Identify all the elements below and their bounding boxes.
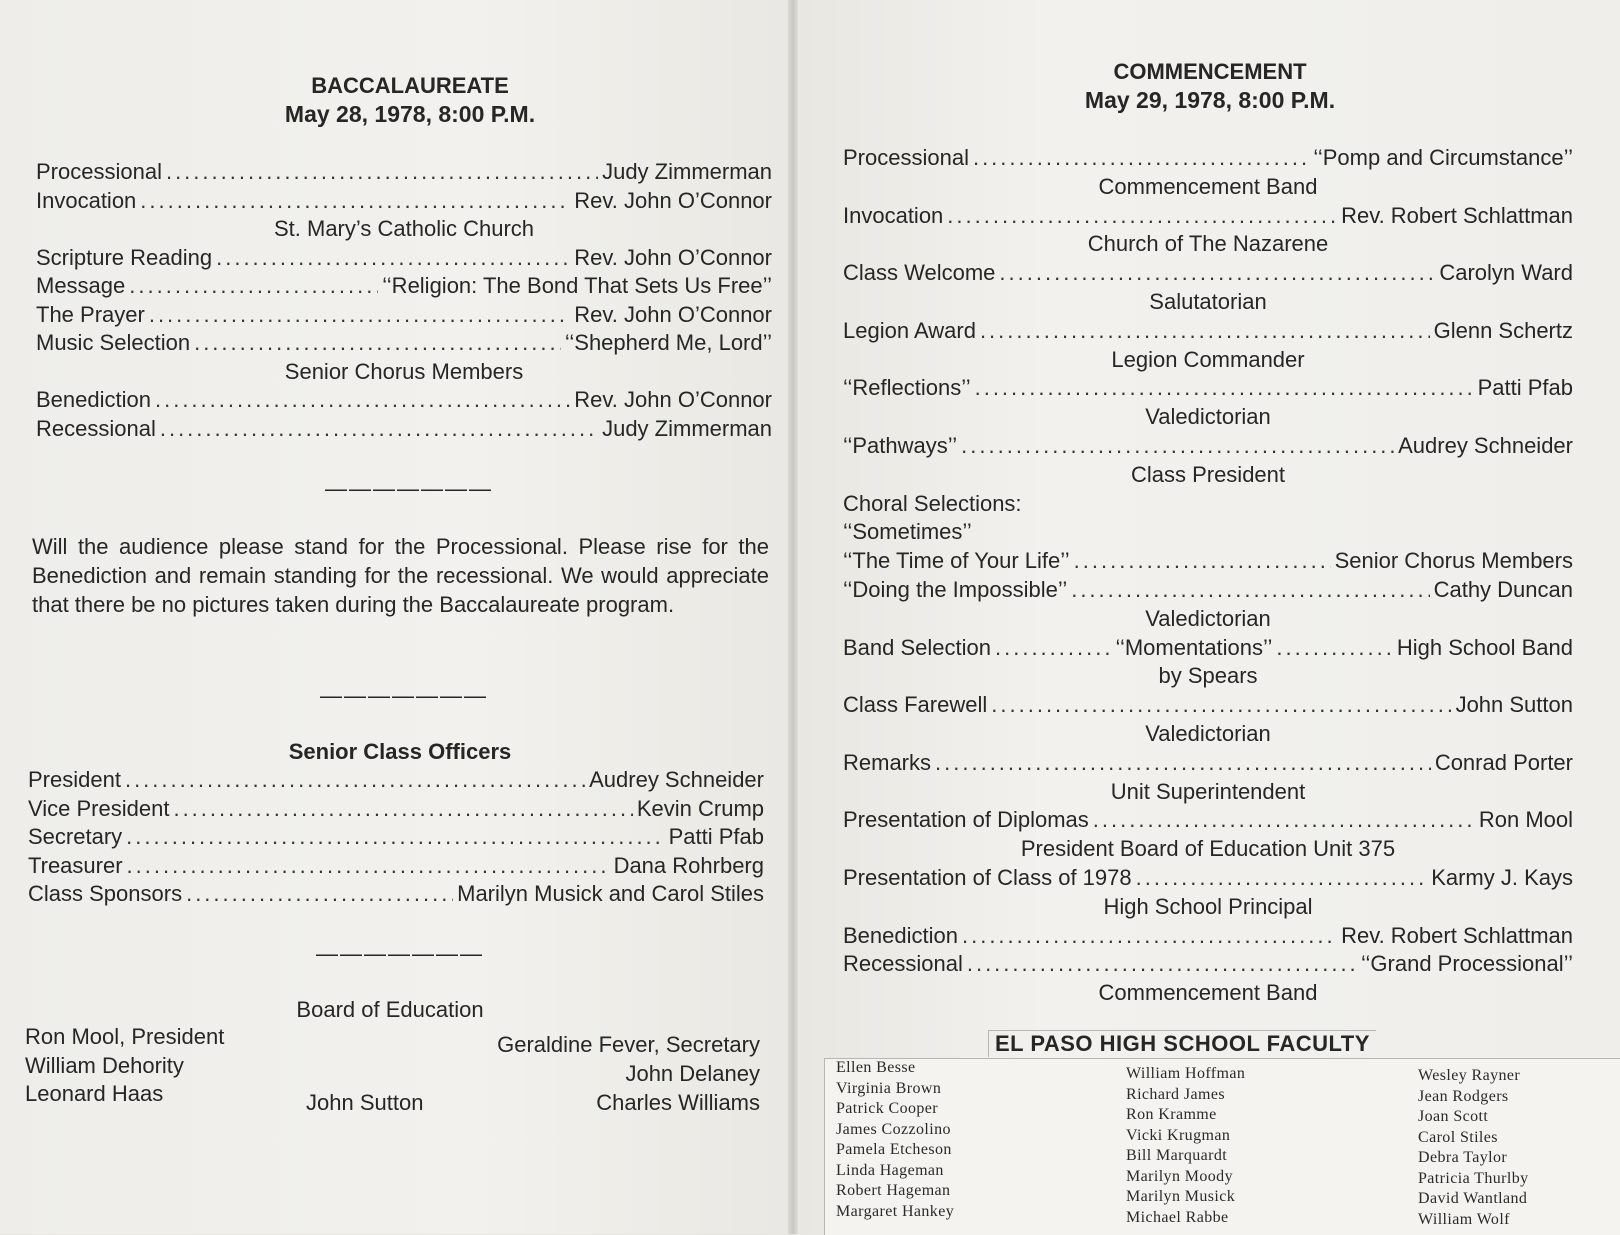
leader-dots [1136,864,1428,892]
program-value: Rev. John O’Connor [574,244,772,270]
faculty-name: Margaret Hankey [836,1202,955,1220]
faculty-column [1126,1064,1245,1228]
leader-dots [973,144,1309,172]
divider: ——————— [325,476,493,501]
program-row [843,259,1573,287]
faculty-name: Richard James [1126,1085,1225,1103]
program-note: Valedictorian [1145,605,1271,631]
program-note: St. Mary’s Catholic Church [273,216,534,241]
faculty-name: Ellen Besse [836,1059,916,1076]
faculty-name: Carol Stiles [1418,1128,1498,1146]
faculty-name: Patricia Thurlby [1418,1169,1529,1187]
program-row [843,691,1573,719]
leader-dots [995,634,1111,662]
program-row [843,144,1573,172]
program-row [843,576,1573,604]
leader-dots [155,386,570,414]
program-row [36,158,772,186]
program-value: Judy Zimmerman [602,415,772,441]
leader-dots [186,880,453,908]
program-row [28,766,764,794]
program-value: Dana Rohrberg [613,852,764,878]
program-value: Glenn Schertz [1433,317,1573,343]
leader-dots [1074,547,1331,575]
program-row [36,301,772,329]
program-row [843,864,1573,892]
program-label: Music Selection [36,330,191,355]
leader-dots [980,317,1430,345]
leader-dots [961,432,1394,460]
faculty-name: Ron Kramme [1126,1106,1217,1123]
program-row [28,795,764,823]
program-row [36,187,772,215]
faculty-column [836,1058,954,1222]
leader-dots [947,202,1337,230]
program-value: Rev. Robert Schlattman [1341,202,1573,228]
program-value: Rev. John O’Connor [574,187,772,213]
leader-dots [129,272,378,300]
board-member: William Dehority [25,1053,184,1078]
leader-dots [149,301,570,329]
faculty-name: Virginia Brown [836,1079,942,1097]
program-row [28,880,764,908]
program-label: Class Sponsors [28,881,183,906]
program-note: Valedictorian [1145,721,1271,746]
program-note: Unit Superintendent [1110,778,1306,804]
leader-dots [127,852,610,880]
faculty-name: Linda Hageman [836,1161,944,1179]
faculty-name: William Hoffman [1126,1065,1246,1082]
faculty-name: Marilyn Musick [1126,1188,1236,1205]
faculty-name: Joan Scott [1418,1108,1489,1125]
faculty-name: James Cozzolino [836,1120,951,1138]
commencement-title: COMMENCEMENT [1113,59,1307,84]
program-label: Benediction [843,922,958,948]
program-label: Message [36,273,126,298]
program-row [843,634,1573,662]
program-row [36,386,772,414]
program-row [36,415,772,443]
baccalaureate-date: May 28, 1978, 8:00 P.M. [284,101,536,127]
program-value: John Sutton [1455,692,1573,718]
program-value: Karmy J. Kays [1431,865,1573,890]
faculty-name: Marilyn Moody [1126,1167,1233,1185]
program-value: Patti Pfab [668,824,764,849]
program-piece: ‘‘Momentations’’ [1115,634,1273,660]
program-note: Legion Commander [1111,346,1305,372]
program-label: Recessional [843,951,963,977]
program-row [843,950,1573,978]
leader-dots [935,749,1431,777]
faculty-name: Patrick Cooper [836,1100,939,1117]
program-row [843,749,1573,777]
board-member: Ron Mool, President [25,1024,225,1049]
leader-dots [160,415,598,443]
baccalaureate-title: BACCALAUREATE [311,73,509,98]
leader-dots [999,259,1435,287]
leader-dots [1276,634,1392,662]
program-value: Rev. Robert Schlattman [1341,922,1573,948]
program-label: Benediction [36,387,151,412]
board-member: Leonard Haas [25,1081,164,1106]
audience-note: Will the audience please stand for the Processional. Please rise for the Benediction and remain standing for the recessional. We would appreciate that there be no pictures taken during the Baccalaureate program. [32,534,769,617]
leader-dots [166,158,598,186]
program-label: Legion Award [843,317,976,343]
program-row [843,547,1573,575]
program-label: Scripture Reading [36,244,213,270]
divider: ——————— [316,941,484,966]
program-value: Rev. John O’Connor [574,387,772,412]
program-label: Presentation of Class of 1978 [843,865,1132,890]
board-title: Board of Education [296,997,484,1022]
program-row [843,432,1573,460]
program-label: Class Farewell [843,692,988,718]
program-label: Presentation of Diplomas [843,807,1089,833]
program-note: President Board of Education Unit 375 [1020,836,1396,862]
program-value: Judy Zimmerman [602,159,772,184]
program-label: Remarks [843,749,932,775]
program-value: Cathy Duncan [1433,577,1573,602]
program-label: ‘‘Reflections’’ [843,375,971,401]
program-value: ‘‘Grand Processional’’ [1361,951,1573,977]
program-row [36,244,772,272]
program-note: by Spears [1158,663,1258,689]
program-note: High School Principal [1103,893,1313,919]
board-member: John Delaney [625,1061,760,1086]
leader-dots [216,244,570,272]
program-value: Ron Mool [1478,807,1573,833]
program-label: ‘‘Pathways’’ [843,433,958,458]
program-note: Salutatorian [1149,289,1267,314]
leader-dots [126,823,664,851]
program-row [36,329,772,357]
program-note: Church of The Nazarene [1087,231,1329,257]
program-label: Invocation [36,187,137,213]
program-label: ‘‘The Time of Your Life’’ [843,548,1070,574]
program-note: Valedictorian [1145,404,1271,430]
program-label: Treasurer [28,852,123,878]
program-value: ‘‘Shepherd Me, Lord’’ [564,330,772,355]
program-row [843,806,1573,834]
faculty-name: Michael Rabbe [1126,1208,1229,1226]
program-label: Processional [36,159,162,184]
program-value: Audrey Schneider [589,767,764,792]
leader-dots [962,922,1337,950]
faculty-name: Bill Marquardt [1126,1147,1228,1164]
leader-dots [991,691,1451,719]
program-row [843,202,1573,230]
program-label: ‘‘Doing the Impossible’’ [843,577,1068,602]
program-note: Commencement Band [1098,980,1318,1006]
program-label: Secretary [28,824,123,849]
faculty-name: Wesley Rayner [1418,1067,1521,1084]
program-text: ‘‘Sometimes’’ [843,519,972,545]
program-value: Kevin Crump [636,795,764,821]
program-value: Carolyn Ward [1439,260,1573,286]
program-label: The Prayer [36,301,145,327]
faculty-name: David Wantland [1418,1190,1528,1207]
program-label: Processional [843,145,969,170]
leader-dots [975,374,1474,402]
program-row [28,852,764,880]
program-label: Recessional [36,415,156,441]
program-value: Audrey Schneider [1398,433,1573,458]
board-member: Geraldine Fever, Secretary [497,1032,760,1057]
program-value: High School Band [1396,634,1573,660]
program-row [843,374,1573,402]
faculty-name: Pamela Etcheson [836,1141,952,1158]
program-value: Senior Chorus Members [1334,548,1573,574]
faculty-name: Jean Rodgers [1418,1087,1509,1105]
board-member: John Sutton [306,1090,424,1115]
program-row [36,272,772,300]
faculty-title: EL PASO HIGH SCHOOL FACULTY [988,1030,1376,1057]
program-note: Class President [1130,461,1286,487]
leader-dots [1071,576,1429,604]
leader-dots [1093,806,1475,834]
divider: ——————— [320,683,488,708]
program-label: Class Welcome [843,260,996,286]
faculty-name: William Wolf [1418,1210,1510,1228]
faculty-name: Debra Taylor [1418,1149,1508,1166]
faculty-name: Robert Hageman [836,1182,951,1199]
program-label: Band Selection [843,634,991,660]
program-row [843,317,1573,345]
program-note: Senior Chorus Members [284,358,524,384]
program-label: President [28,767,121,792]
leader-dots [140,187,570,215]
faculty-name: Vicki Krugman [1126,1126,1231,1144]
leader-dots [967,950,1357,978]
leader-dots [125,766,585,794]
commencement-date: May 29, 1978, 8:00 P.M. [1084,87,1336,113]
program-value: ‘‘Religion: The Bond That Sets Us Free’’ [382,273,772,298]
leader-dots [194,329,561,357]
program-value: Patti Pfab [1477,375,1573,401]
program-text: Choral Selections: [843,490,1022,516]
program-row [28,823,764,851]
faculty-column [1418,1066,1529,1230]
program-label: Vice President [28,795,170,821]
leader-dots [173,795,632,823]
program-row [843,922,1573,950]
program-value: ‘‘Pomp and Circumstance’’ [1313,145,1573,170]
program-value: Rev. John O’Connor [574,301,772,327]
officers-title: Senior Class Officers [288,739,512,764]
program-value: Conrad Porter [1434,749,1573,775]
program-note: Commencement Band [1098,173,1318,199]
program-label: Invocation [843,202,944,228]
center-fold [788,0,798,1234]
board-member: Charles Williams [596,1090,760,1115]
program-value: Marilyn Musick and Carol Stiles [457,881,764,906]
